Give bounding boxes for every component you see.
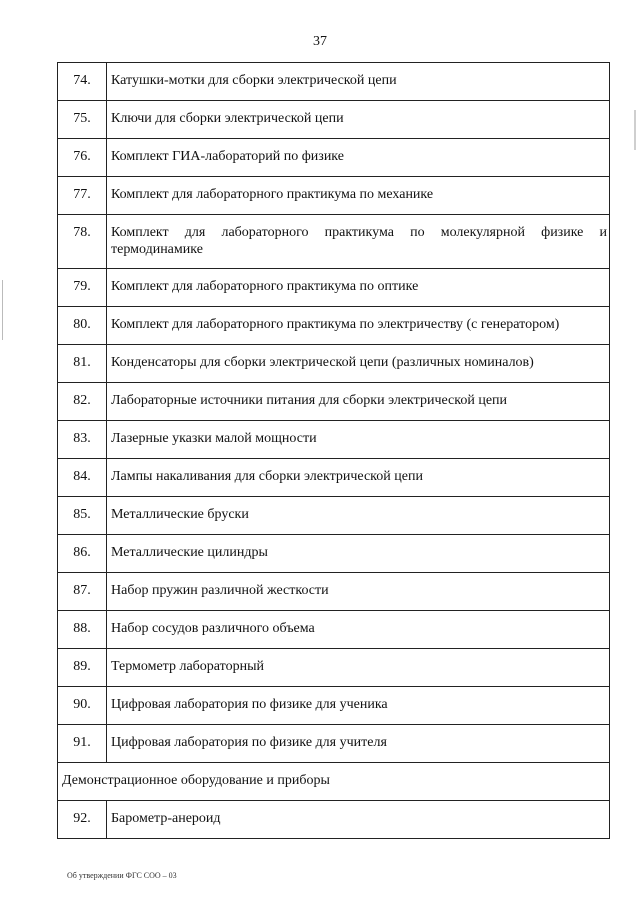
row-number: 77.: [58, 177, 107, 215]
row-item-name: Ключи для сборки электрической цепи: [107, 101, 610, 139]
table-row: [58, 215, 610, 269]
table-row: [58, 63, 610, 101]
row-number: 75.: [58, 101, 107, 139]
row-item-name: Набор пружин различной жесткости: [107, 573, 610, 611]
row-number: 87.: [58, 573, 107, 611]
table-row: [58, 459, 610, 497]
row-number: 80.: [58, 307, 107, 345]
row-number: 76.: [58, 139, 107, 177]
table-row: [58, 573, 610, 611]
row-item-name: Комплект для лабораторного практикума по оптике: [107, 269, 610, 307]
row-item-name: Комплект для лабораторного практикума по молекулярной физике и термодинамике: [107, 215, 610, 269]
row-number: 83.: [58, 421, 107, 459]
table-row: [58, 139, 610, 177]
row-item-name: Комплект для лабораторного практикума по электричеству (с генератором): [107, 307, 610, 345]
table-row: [58, 177, 610, 215]
table-row: [58, 345, 610, 383]
row-number: 86.: [58, 535, 107, 573]
row-item-name: Конденсаторы для сборки электрической цепи (различных номиналов): [107, 345, 610, 383]
table-row: [58, 801, 610, 839]
table-row: [58, 383, 610, 421]
footer-note: Об утверждении ФГС СОО – 03: [67, 871, 177, 880]
row-number: 85.: [58, 497, 107, 535]
row-item-name: Лазерные указки малой мощности: [107, 421, 610, 459]
table-row: [58, 687, 610, 725]
table-row: [58, 497, 610, 535]
row-item-name: Барометр-анероид: [107, 801, 610, 839]
table-row: [58, 535, 610, 573]
row-number: 84.: [58, 459, 107, 497]
row-number: 88.: [58, 611, 107, 649]
row-item-name: Комплект для лабораторного практикума по механике: [107, 177, 610, 215]
scan-edge-mark: [634, 110, 636, 150]
section-heading-row: [58, 763, 610, 801]
row-number: 78.: [58, 215, 107, 269]
scan-edge-mark: [2, 280, 3, 340]
row-item-name: Комплект ГИА-лабораторий по физике: [107, 139, 610, 177]
table-row: [58, 611, 610, 649]
page-number: 37: [313, 34, 327, 49]
row-item-name: Металлические бруски: [107, 497, 610, 535]
row-number: 91.: [58, 725, 107, 763]
row-number: 81.: [58, 345, 107, 383]
table-row: [58, 725, 610, 763]
row-number: 82.: [58, 383, 107, 421]
table-row: [58, 269, 610, 307]
row-number: 92.: [58, 801, 107, 839]
table-row: [58, 649, 610, 687]
row-item-name: Цифровая лаборатория по физике для ученика: [107, 687, 610, 725]
section-heading: Демонстрационное оборудование и приборы: [58, 763, 610, 801]
row-number: 89.: [58, 649, 107, 687]
row-item-name: Металлические цилиндры: [107, 535, 610, 573]
row-item-name: Цифровая лаборатория по физике для учителя: [107, 725, 610, 763]
row-number: 74.: [58, 63, 107, 101]
row-item-name: Лабораторные источники питания для сборки электрической цепи: [107, 383, 610, 421]
row-number: 79.: [58, 269, 107, 307]
table-row: [58, 101, 610, 139]
equipment-table: [57, 62, 610, 839]
row-item-name: Термометр лабораторный: [107, 649, 610, 687]
row-item-name: Катушки-мотки для сборки электрической цепи: [107, 63, 610, 101]
row-item-name: Лампы накаливания для сборки электрической цепи: [107, 459, 610, 497]
table-row: [58, 421, 610, 459]
row-item-name: Набор сосудов различного объема: [107, 611, 610, 649]
table-row: [58, 307, 610, 345]
row-number: 90.: [58, 687, 107, 725]
